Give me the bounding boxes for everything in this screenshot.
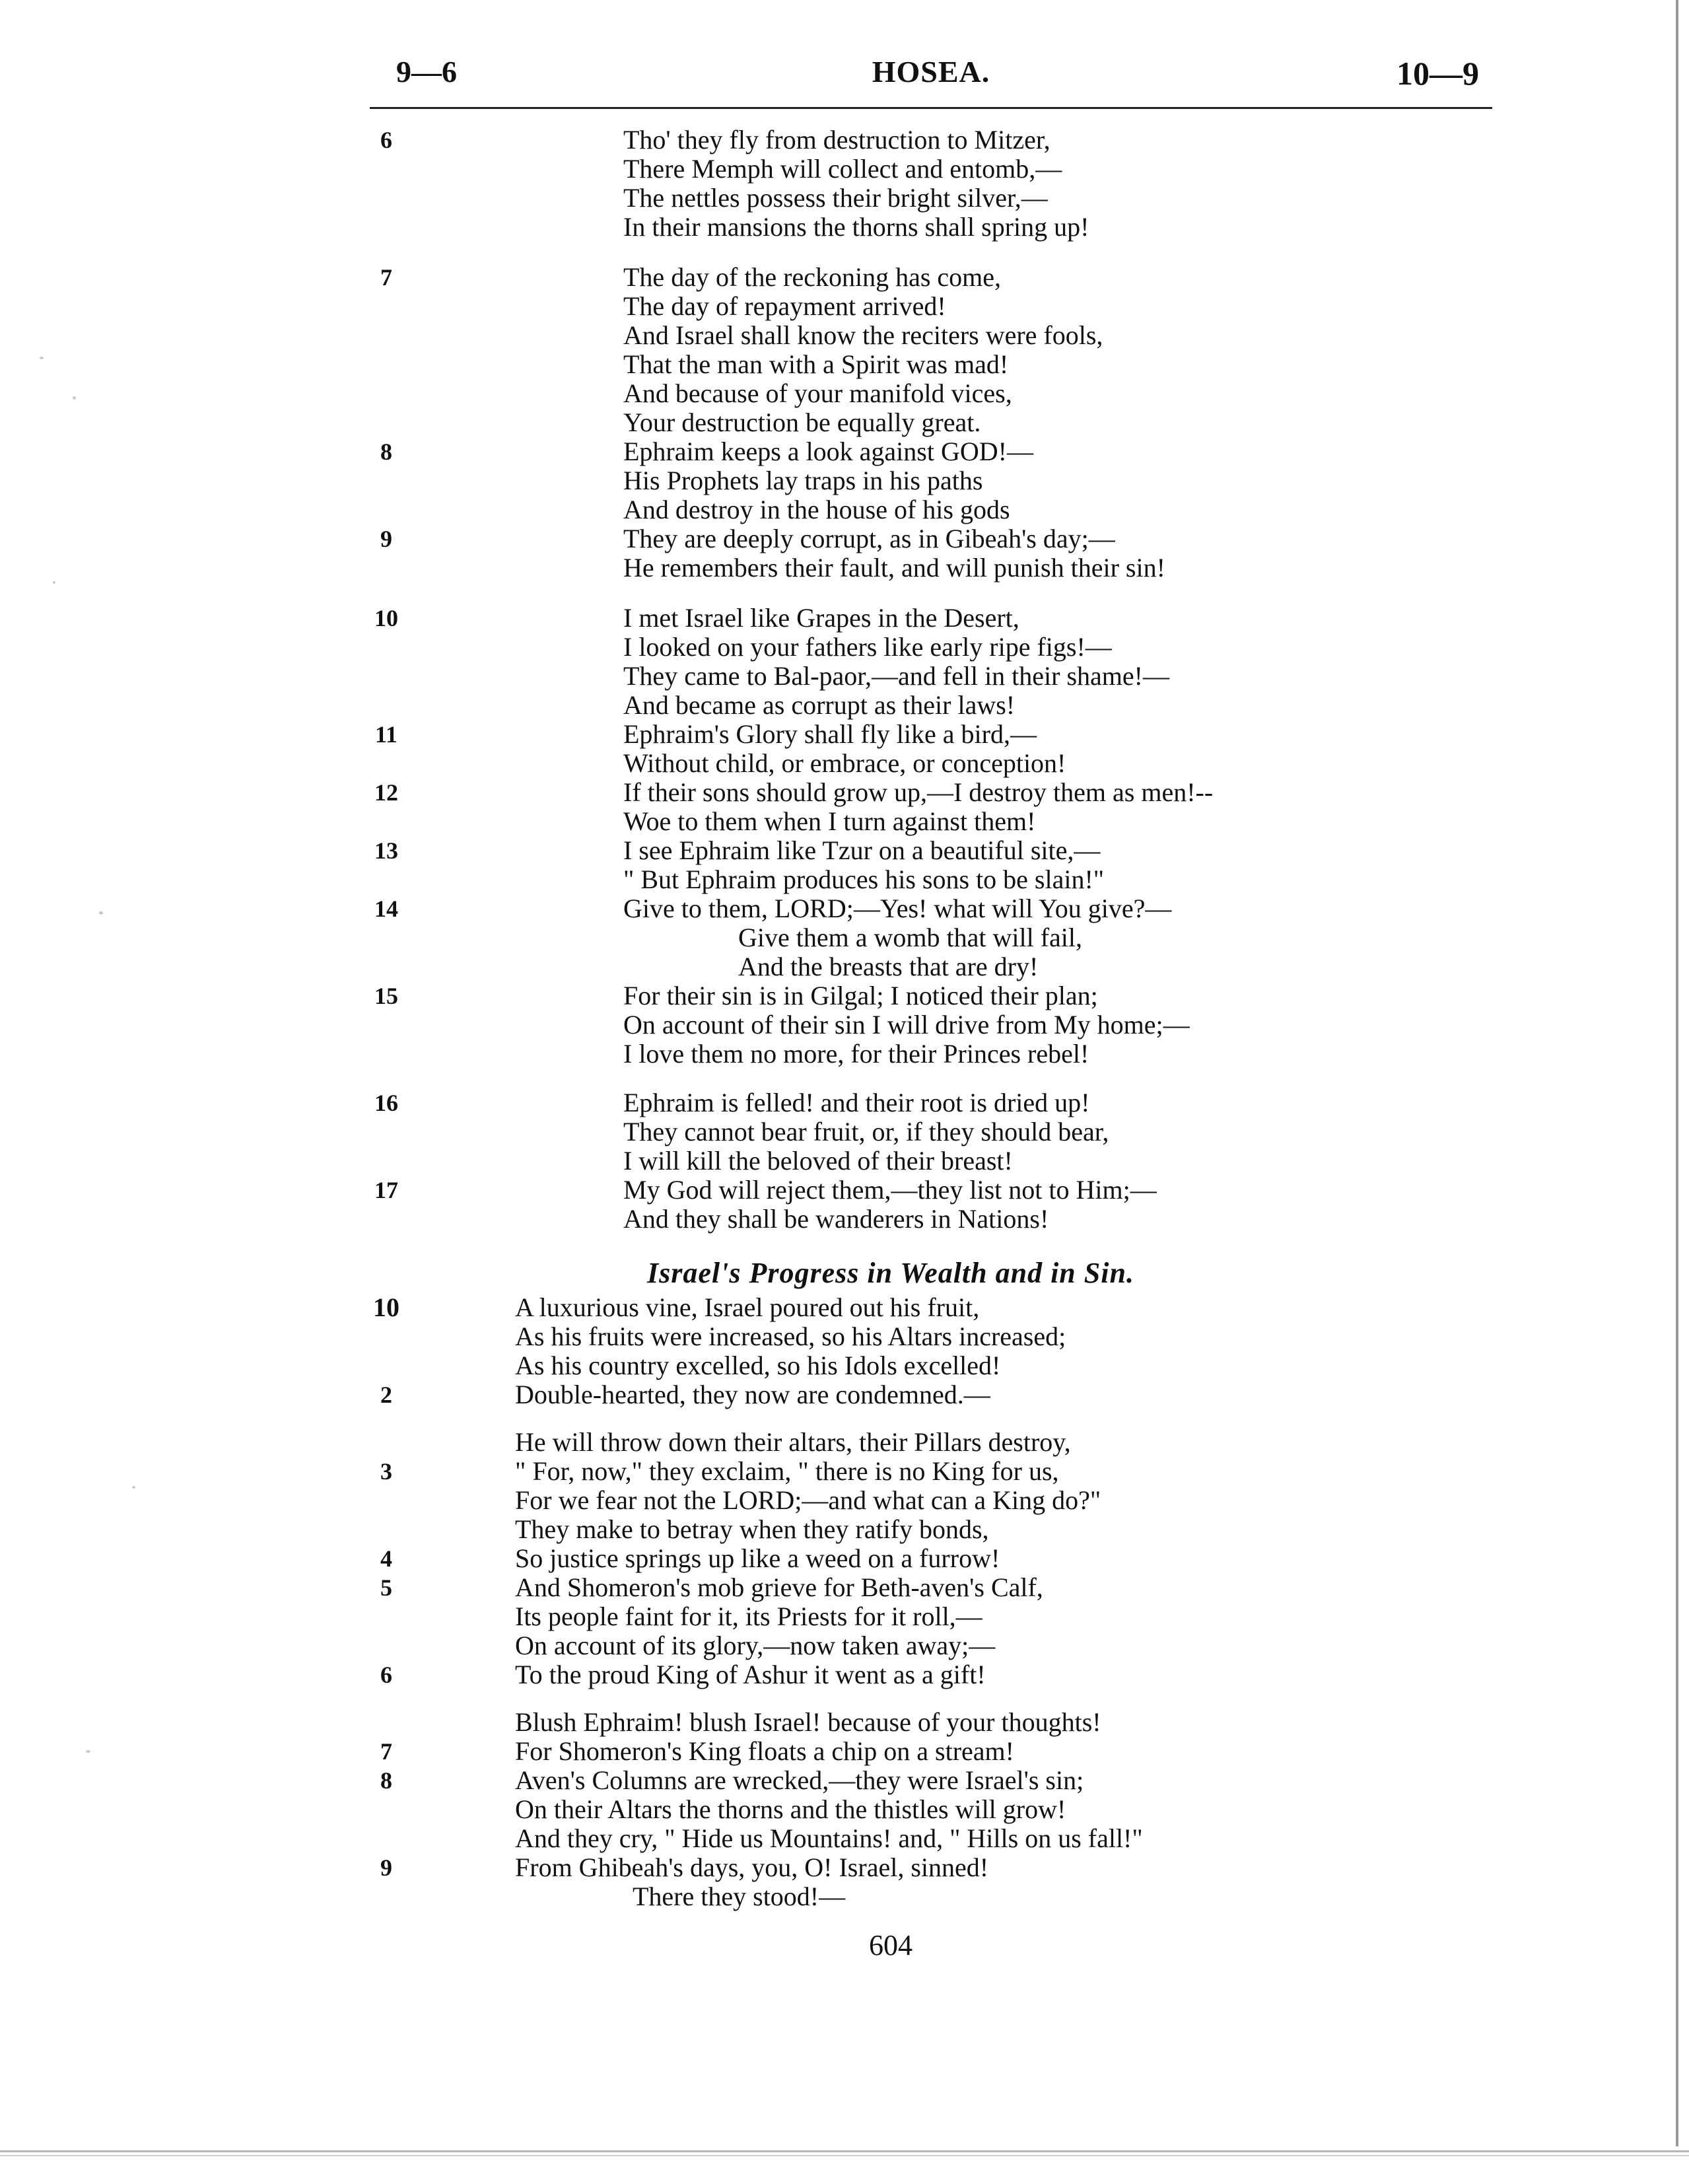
verse-line: Ephraim's Glory shall fly like a bird,— bbox=[623, 719, 1037, 749]
verse-number: 10 bbox=[374, 605, 398, 631]
verse-line: Give them a womb that will fail, bbox=[738, 923, 1082, 952]
header-verse-range-end: 10—9 bbox=[1396, 55, 1479, 92]
scan-speck bbox=[53, 581, 55, 584]
verse-line: They make to betray when they ratify bonds, bbox=[515, 1514, 989, 1544]
chapter-number: 10 bbox=[373, 1292, 399, 1322]
verse-line: Give to them, LORD;—Yes! what will You give?— bbox=[623, 894, 1172, 923]
verse-number: 13 bbox=[374, 837, 398, 864]
scan-speck bbox=[73, 396, 76, 400]
verse-number: 6 bbox=[380, 1662, 392, 1688]
header-rule bbox=[370, 107, 1492, 109]
verse-line: And became as corrupt as their laws! bbox=[623, 690, 1016, 720]
verse-number: 6 bbox=[380, 127, 392, 153]
verse-line: They are deeply corrupt, as in Gibeah's day;— bbox=[623, 524, 1115, 553]
verse-line: Your destruction be equally great. bbox=[623, 407, 981, 437]
verse-number: 15 bbox=[374, 983, 398, 1009]
verse-number: 8 bbox=[380, 1767, 392, 1794]
verse-number: 17 bbox=[374, 1177, 398, 1203]
verse-line: My God will reject them,—they list not to Him;— bbox=[623, 1175, 1157, 1205]
verse-line: So justice springs up like a weed on a furrow! bbox=[515, 1543, 1000, 1573]
verse-line: And because of your manifold vices, bbox=[623, 378, 1012, 408]
verse-line: He will throw down their altars, their Pillars destroy, bbox=[515, 1427, 1071, 1457]
verse-line: On account of its glory,—now taken away;— bbox=[515, 1631, 996, 1660]
verse-line: Aven's Columns are wrecked,—they were Israel's sin; bbox=[515, 1765, 1084, 1795]
header-book-title: HOSEA. bbox=[872, 55, 990, 88]
verse-line: " For, now," they exclaim, " there is no King for us, bbox=[515, 1456, 1059, 1486]
verse-line: And the breasts that are dry! bbox=[738, 952, 1039, 981]
verse-line: There they stood!— bbox=[633, 1882, 846, 1911]
verse-line: Its people faint for it, its Priests for it roll,— bbox=[515, 1602, 982, 1631]
verse-line: " But Ephraim produces his sons to be slain!" bbox=[623, 864, 1105, 894]
verse-line: And Israel shall know the reciters were fools, bbox=[623, 320, 1103, 350]
verse-line: The nettles possess their bright silver,— bbox=[623, 183, 1048, 213]
scan-speck bbox=[40, 357, 44, 359]
verse-number: 16 bbox=[374, 1090, 398, 1116]
verse-line: Tho' they fly from destruction to Mitzer, bbox=[623, 125, 1051, 155]
page-number: 604 bbox=[869, 1929, 913, 1961]
verse-line: They cannot bear fruit, or, if they should bear, bbox=[623, 1117, 1109, 1146]
verse-block bbox=[0, 1708, 1689, 1911]
verse-line: Double-hearted, they now are condemned.— bbox=[515, 1380, 990, 1409]
verse-block bbox=[0, 1428, 1689, 1689]
verse-line: I love them no more, for their Princes rebel! bbox=[623, 1039, 1089, 1069]
verse-line: There Memph will collect and entomb,— bbox=[623, 154, 1062, 184]
scan-speck bbox=[99, 911, 103, 915]
verse-line: For their sin is in Gilgal; I noticed their plan; bbox=[623, 981, 1098, 1010]
verse-line: For we fear not the LORD;—and what can a King do?" bbox=[515, 1485, 1101, 1515]
verse-line: I looked on your fathers like early ripe figs!— bbox=[623, 632, 1112, 662]
verse-block bbox=[0, 604, 1689, 1069]
verse-line: For Shomeron's King floats a chip on a stream! bbox=[515, 1736, 1014, 1766]
verse-line: As his fruits were increased, so his Altars increased; bbox=[515, 1321, 1066, 1351]
scan-edge-bottom-secondary bbox=[0, 2155, 1689, 2156]
verse-number: 9 bbox=[380, 1854, 392, 1881]
verse-number: 11 bbox=[374, 721, 397, 748]
verse-number: 4 bbox=[380, 1545, 392, 1572]
header-verse-range-start: 9—6 bbox=[396, 55, 457, 88]
verse-line: On their Altars the thorns and the thistles will grow! bbox=[515, 1794, 1066, 1824]
verse-line: And Shomeron's mob grieve for Beth-aven's Calf, bbox=[515, 1572, 1043, 1602]
verse-line: Blush Ephraim! blush Israel! because of your thoughts! bbox=[515, 1707, 1101, 1737]
verse-line: Ephraim is felled! and their root is dried up! bbox=[623, 1088, 1090, 1117]
verse-number: 9 bbox=[380, 526, 392, 552]
verse-number: 12 bbox=[374, 779, 398, 806]
verse-line: From Ghibeah's days, you, O! Israel, sinned! bbox=[515, 1852, 989, 1882]
verse-number: 7 bbox=[380, 264, 392, 291]
section-heading: Israel's Progress in Wealth and in Sin. bbox=[647, 1257, 1134, 1289]
verse-line: I will kill the beloved of their breast! bbox=[623, 1146, 1013, 1176]
verse-line: He remembers their fault, and will punish their sin! bbox=[623, 553, 1165, 582]
verse-line: That the man with a Spirit was mad! bbox=[623, 349, 1009, 379]
verse-number: 5 bbox=[380, 1574, 392, 1601]
verse-line: Ephraim keeps a look against GOD!— bbox=[623, 437, 1033, 466]
verse-line: To the proud King of Ashur it went as a gift! bbox=[515, 1660, 986, 1689]
verse-line: They came to Bal-paor,—and fell in their shame!— bbox=[623, 661, 1169, 691]
verse-number: 2 bbox=[380, 1382, 392, 1408]
verse-line: I met Israel like Grapes in the Desert, bbox=[623, 603, 1019, 633]
verse-line: A luxurious vine, Israel poured out his fruit, bbox=[515, 1292, 980, 1322]
verse-line: And they cry, " Hide us Mountains! and, " Hills on us fall!" bbox=[515, 1823, 1143, 1853]
verse-line: And destroy in the house of his gods bbox=[623, 495, 1010, 524]
verse-line: In their mansions the thorns shall spring up! bbox=[623, 212, 1089, 242]
verse-line: Without child, or embrace, or conception! bbox=[623, 748, 1066, 778]
scan-speck bbox=[86, 1750, 90, 1753]
verse-line: On account of their sin I will drive from My home;— bbox=[623, 1010, 1190, 1039]
scan-edge-bottom bbox=[0, 2150, 1689, 2152]
verse-block bbox=[0, 263, 1689, 582]
verse-line: I see Ephraim like Tzur on a beautiful site,— bbox=[623, 835, 1101, 865]
verse-number: 8 bbox=[380, 439, 392, 465]
verse-block bbox=[0, 1293, 1689, 1409]
verse-number: 3 bbox=[380, 1458, 392, 1485]
verse-line: The day of repayment arrived! bbox=[623, 291, 946, 321]
verse-number: 7 bbox=[380, 1738, 392, 1765]
verse-line: His Prophets lay traps in his paths bbox=[623, 466, 983, 495]
verse-block bbox=[0, 1088, 1689, 1234]
verse-line: Woe to them when I turn against them! bbox=[623, 806, 1036, 836]
verse-line: If their sons should grow up,—I destroy them as men!-- bbox=[623, 777, 1214, 807]
verse-line: As his country excelled, so his Idols excelled! bbox=[515, 1351, 1001, 1380]
verse-line: And they shall be wanderers in Nations! bbox=[623, 1204, 1049, 1234]
verse-number: 14 bbox=[374, 896, 398, 922]
verse-line: The day of the reckoning has come, bbox=[623, 262, 1002, 292]
scan-speck bbox=[132, 1486, 135, 1489]
running-header bbox=[370, 54, 1492, 107]
verse-block bbox=[0, 125, 1689, 242]
